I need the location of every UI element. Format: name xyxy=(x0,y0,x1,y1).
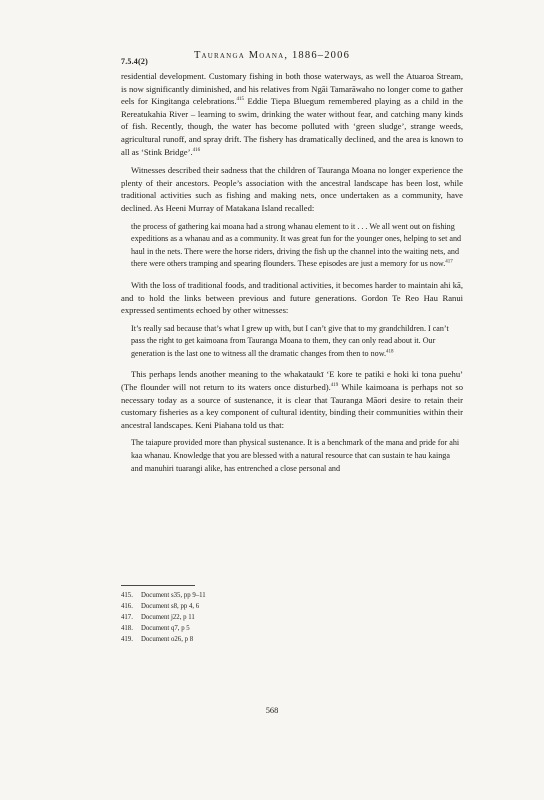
footnote-ref[interactable]: 417 xyxy=(445,259,453,265)
paragraph-text: This perhaps lends another meaning to the whakataukī ‘E kore te patiki e hoki ki tona puehu’ (The flounder will not return to its waters once disturbed). xyxy=(121,369,463,393)
footnote xyxy=(121,634,421,645)
footnote-number: 419. xyxy=(121,636,133,643)
paragraph-text: residential development. Customary fishing in both those waterways, as well the Atuaroa Stream, is now significantly diminished, and his relatives from Ngāi Tamarāwaho no longer come to gather eels for Kingitanga celebrations. xyxy=(121,71,463,107)
paragraph-text: While kaimoana is perhaps not so necessary today as a source of sustenance, it is clear that Tauranga Māori desire to retain their customary fisheries as a key component of cultural identity, binding their communities within their ancestral landscapes. Keni Piahana told us that: xyxy=(121,382,463,430)
running-head: Tauranga Moana, 1886–2006 xyxy=(193,50,351,61)
footnotes xyxy=(121,590,421,645)
footnote-ref[interactable]: 419 xyxy=(330,383,339,389)
paragraph-text: Eddie Tiepa Bluegum remembered playing as a child in the Rereatukahia River – learning to swim, drinking the water without fear, and catching many kinds of fish. Recently, though, the water has become polluted with ‘green sludge’, strange weeds, agricultural runoff, and spray drift. The fishery has dramatically declined, and the area is known to all as ‘Stink Bridge’. xyxy=(121,96,463,157)
body-text xyxy=(121,70,463,483)
quote-text: It’s really sad because that’s what I grew up with, but I can’t give that to my grandchildren. I can’t pass the right to get kaimoana from Tauranga Moana to them, they can only read about it. Our generation is the last one to witness all the dramatic changes from then to now. xyxy=(131,323,449,358)
footnote xyxy=(121,612,421,623)
footnote xyxy=(121,623,421,634)
page-number: 568 xyxy=(265,706,279,715)
footnote-ref[interactable]: 415 xyxy=(236,97,245,103)
footnote-text: Document j22, p 11 xyxy=(141,614,195,621)
footnote xyxy=(121,590,421,601)
block-quote xyxy=(121,221,463,271)
footnote-ref[interactable]: 416 xyxy=(192,147,201,153)
paragraph xyxy=(121,70,463,158)
paragraph: With the loss of traditional foods, and traditional activities, it becomes harder to maintain ahi kā, and to hold the links between previous and future generations. Gordon Te Reo Hau Ranui expressed sentiments echoed by other witnesses: xyxy=(121,279,463,316)
footnote-text: Document s35, pp 9–11 xyxy=(141,592,206,599)
footnote-text: Document o26, p 8 xyxy=(141,636,194,643)
footnote-text: Document s8, pp 4, 6 xyxy=(141,603,200,610)
paragraph xyxy=(121,368,463,431)
paragraph: Witnesses described their sadness that the children of Tauranga Moana no longer experience the plenty of their ancestors. People’s association with the ancestral landscape has been lost, while traditional activities such as fishing and making nets, once undertaken as a community, have declined. As Heeni Murray of Matakana Island recalled: xyxy=(121,165,463,213)
footnote-number: 417. xyxy=(121,614,133,621)
footnote-number: 418. xyxy=(121,625,133,632)
footnote-number: 415. xyxy=(121,592,133,599)
section-number: 7.5.4(2) xyxy=(121,57,148,66)
footnote xyxy=(121,601,421,612)
quote-text: the process of gathering kai moana had a strong whanau element to it . . . We all went out on fishing expeditions as a whanau and as a community. It was great fun for the younger ones, helping to set and haul in the nets. There were the horse riders, driving the fish up the channel into the waiting nets, and there were others tramping and spearing flounders. These episodes are just a memory for us now. xyxy=(131,221,462,269)
footnote-text: Document q7, p 5 xyxy=(141,625,190,632)
block-quote: The taiapure provided more than physical sustenance. It is a benchmark of the mana and pride for ahi kaa whanau. Knowledge that you are blessed with a natural resource that can sustain te hau kainga and manuhiri tuarangi alike, has entrenched a close personal and xyxy=(131,438,460,473)
footnote-number: 416. xyxy=(121,603,133,610)
block-quote xyxy=(121,323,463,361)
footnote-ref[interactable]: 418 xyxy=(386,349,394,355)
footnote-divider xyxy=(121,585,195,586)
